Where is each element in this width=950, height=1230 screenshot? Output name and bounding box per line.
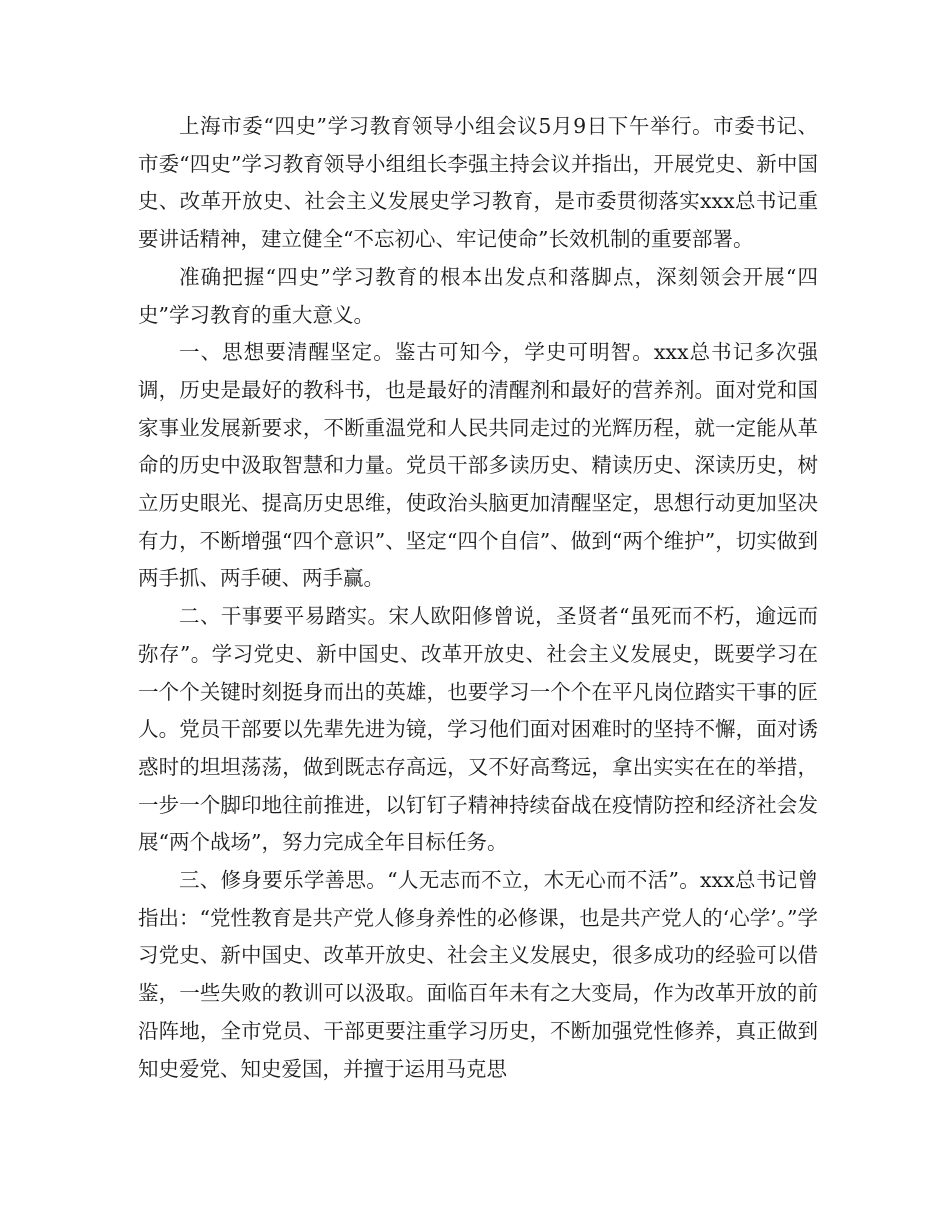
document-body xyxy=(138,108,818,1088)
paragraph-significance: 准确把握“四史”学习教育的根本出发点和落脚点，深刻领会开展“四史”学习教育的重大意义。 xyxy=(138,264,818,327)
paragraph-point-three: 三、修身要乐学善思。“人无志而不立，木无心而不活”。xxx总书记曾指出：“党性教育是共产党人修身养性的必修课，也是共产党人的‘心学’。”学习党史、新中国史、改革开放史、社会主义发展史，很多成功的经验可以借鉴，一些失败的教训可以汲取。面临百年未有之大变局，作为改革开放的前沿阵地，全市党员、干部更要注重学习历史，不断加强党性修养，真正做到知史爱党、知史爱国，并擅于运用马克思 xyxy=(138,868,818,1081)
paragraph-point-two: 二、干事要平易踏实。宋人欧阳修曾说，圣贤者“虽死而不朽，逾远而弥存”。学习党史、新中国史、改革开放史、社会主义发展史，既要学习在一个个关键时刻挺身而出的英雄，也要学习一个个在平凡岗位踏实干事的匠人。党员干部要以先辈先进为镜，学习他们面对困难时的坚持不懈，面对诱惑时的坦坦荡荡，做到既志存高远，又不好高骛远，拿出实实在在的举措，一步一个脚印地往前推进，以钉钉子精神持续奋战在疫情防控和经济社会发展“两个战场”，努力完成全年目标任务。 xyxy=(138,604,818,855)
paragraph-meeting-intro: 上海市委“四史”学习教育领导小组会议5月9日下午举行。市委书记、市委“四史”学习教育领导小组组长李强主持会议并指出，开展党史、新中国史、改革开放史、社会主义发展史学习教育，是市委贯彻落实xxx总书记重要讲话精神，建立健全“不忘初心、牢记使命”长效机制的重要部署。 xyxy=(138,114,818,252)
paragraph-point-one: 一、思想要清醒坚定。鉴古可知今，学史可明智。xxx总书记多次强调，历史是最好的教科书，也是最好的清醒剂和最好的营养剂。面对党和国家事业发展新要求，不断重温党和人民共同走过的光辉历程，就一定能从革命的历史中汲取智慧和力量。党员干部多读历史、精读历史、深读历史，树立历史眼光、提高历史思维，使政治头脑更加清醒坚定，思想行动更加坚决有力，不断增强“四个意识”、坚定“四个自信”、做到“两个维护”，切实做到两手抓、两手硬、两手赢。 xyxy=(138,340,818,591)
